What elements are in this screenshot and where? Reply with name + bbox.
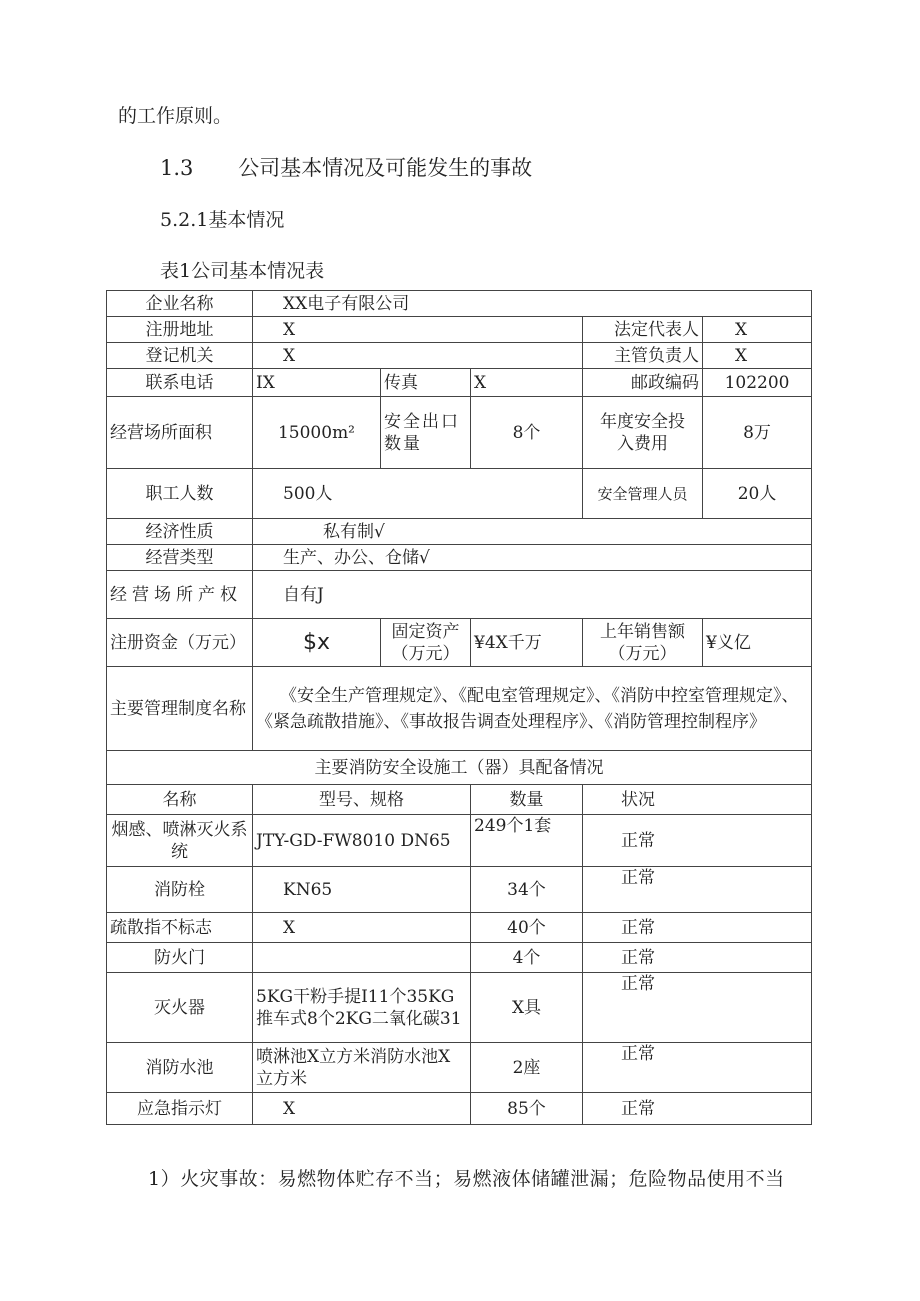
company-info-table [106,290,812,1125]
manager-label: 主管负责人 [583,343,703,369]
table-row [107,571,812,619]
equipment-model: X [253,913,471,943]
equipment-name: 应急指示灯 [107,1093,253,1125]
equipment-quantity: 4个 [471,943,583,973]
sales-label: 上年销售额（万元） [583,619,703,667]
table-row [107,369,812,397]
table-row [107,751,812,785]
equipment-quantity: 2座 [471,1043,583,1093]
economy-value: 私有制√ [253,519,812,545]
rules-value: 《安全生产管理规定》、《配电室管理规定》、《消防中控室管理规定》、《紧急疏散措施》、《事故报告调查处理程序》、《消防管理控制程序》 [253,667,812,751]
exits-value: 8个 [471,397,583,469]
capital-value: $x [253,619,381,667]
table-caption: 表1公司基本情况表 [160,260,325,282]
reg-authority-value: X [253,343,583,369]
table-row [107,1093,812,1125]
section-title: 公司基本情况及可能发生的事故 [238,156,533,180]
property-value: 自有J [253,571,812,619]
legal-rep-value: X [703,317,812,343]
table-row [107,667,812,751]
equipment-name: 消防水池 [107,1043,253,1093]
manager-value: X [703,343,812,369]
header-status: 状况 [583,785,812,815]
equipment-status: 正常 [583,1043,812,1093]
table-row [107,815,812,867]
equipment-model: X [253,1093,471,1125]
header-model: 型号、规格 [253,785,471,815]
safety-staff-value: 20人 [703,469,812,519]
staff-label: 职工人数 [107,469,253,519]
equipment-status: 正常 [583,943,812,973]
table-row [107,343,812,369]
table-row [107,943,812,973]
equipment-quantity: 85个 [471,1093,583,1125]
equipment-model: 喷淋池X立方米消防水池X立方米 [253,1043,471,1093]
business-label: 经营类型 [107,545,253,571]
area-value: 15000m² [253,397,381,469]
table-row [107,913,812,943]
exits-label: 安全出口数量 [381,397,471,469]
table-row [107,317,812,343]
equipment-quantity: 249个1套 [471,815,583,867]
equipment-name: 烟感、喷淋灭火系统 [107,815,253,867]
equipment-status: 正常 [583,867,812,913]
table-row [107,545,812,571]
safety-invest-value: 8万 [703,397,812,469]
equipment-quantity: X具 [471,973,583,1043]
section-heading [160,152,532,182]
staff-value: 500人 [253,469,583,519]
equipment-model: 5KG干粉手提I11个35KG推车式8个2KG二氧化碳31 [253,973,471,1043]
address-label: 注册地址 [107,317,253,343]
equipment-status: 正常 [583,815,812,867]
subsection-heading: 5.2.1基本情况 [160,209,285,231]
safety-invest-label: 年度安全投入费用 [583,397,703,469]
header-quantity: 数量 [471,785,583,815]
table-row [107,469,812,519]
equipment-status: 正常 [583,1093,812,1125]
postcode-value: 102200 [703,369,812,397]
property-label: 经营场所产权 [107,571,253,619]
table-row [107,867,812,913]
rules-label: 主要管理制度名称 [107,667,253,751]
table-row [107,973,812,1043]
equipment-name: 防火门 [107,943,253,973]
equipment-name: 疏散指不标志 [107,913,253,943]
name-label: 企业名称 [107,291,253,317]
equipment-quantity: 40个 [471,913,583,943]
reg-authority-label: 登记机关 [107,343,253,369]
safety-staff-label: 安全管理人员 [583,469,703,519]
equipment-title: 主要消防安全设施工（器）具配备情况 [107,751,812,785]
phone-label: 联系电话 [107,369,253,397]
fixed-assets-value: ¥4X千万 [471,619,583,667]
footer-text: 1）火灾事故：易燃物体贮存不当；易燃液体储罐泄漏；危险物品使用不当 [148,1168,785,1190]
area-label: 经营场所面积 [107,397,253,469]
equipment-quantity: 34个 [471,867,583,913]
equipment-model: JTY-GD-FW8010 DN65 [253,815,471,867]
header-name: 名称 [107,785,253,815]
table-row [107,291,812,317]
equipment-model [253,943,471,973]
business-value: 生产、办公、仓储√ [253,545,812,571]
intro-tail: 的工作原则。 [118,105,233,127]
table-row [107,397,812,469]
equipment-status: 正常 [583,913,812,943]
company-name: XX电子有限公司 [253,291,812,317]
table-row [107,619,812,667]
equipment-name: 消防栓 [107,867,253,913]
economy-label: 经济性质 [107,519,253,545]
fixed-assets-label: 固定资产（万元） [381,619,471,667]
equipment-name: 灭火器 [107,973,253,1043]
phone-value: IX [253,369,381,397]
postcode-label: 邮政编码 [583,369,703,397]
equipment-status: 正常 [583,973,812,1043]
fax-label: 传真 [381,369,471,397]
fax-value: X [471,369,583,397]
legal-rep-label: 法定代表人 [583,317,703,343]
section-number: 1.3 [160,156,194,180]
table-row [107,519,812,545]
address-value: X [253,317,583,343]
capital-label: 注册资金（万元） [107,619,253,667]
table-row [107,785,812,815]
table-row [107,1043,812,1093]
sales-value: ¥义亿 [703,619,812,667]
equipment-model: KN65 [253,867,471,913]
